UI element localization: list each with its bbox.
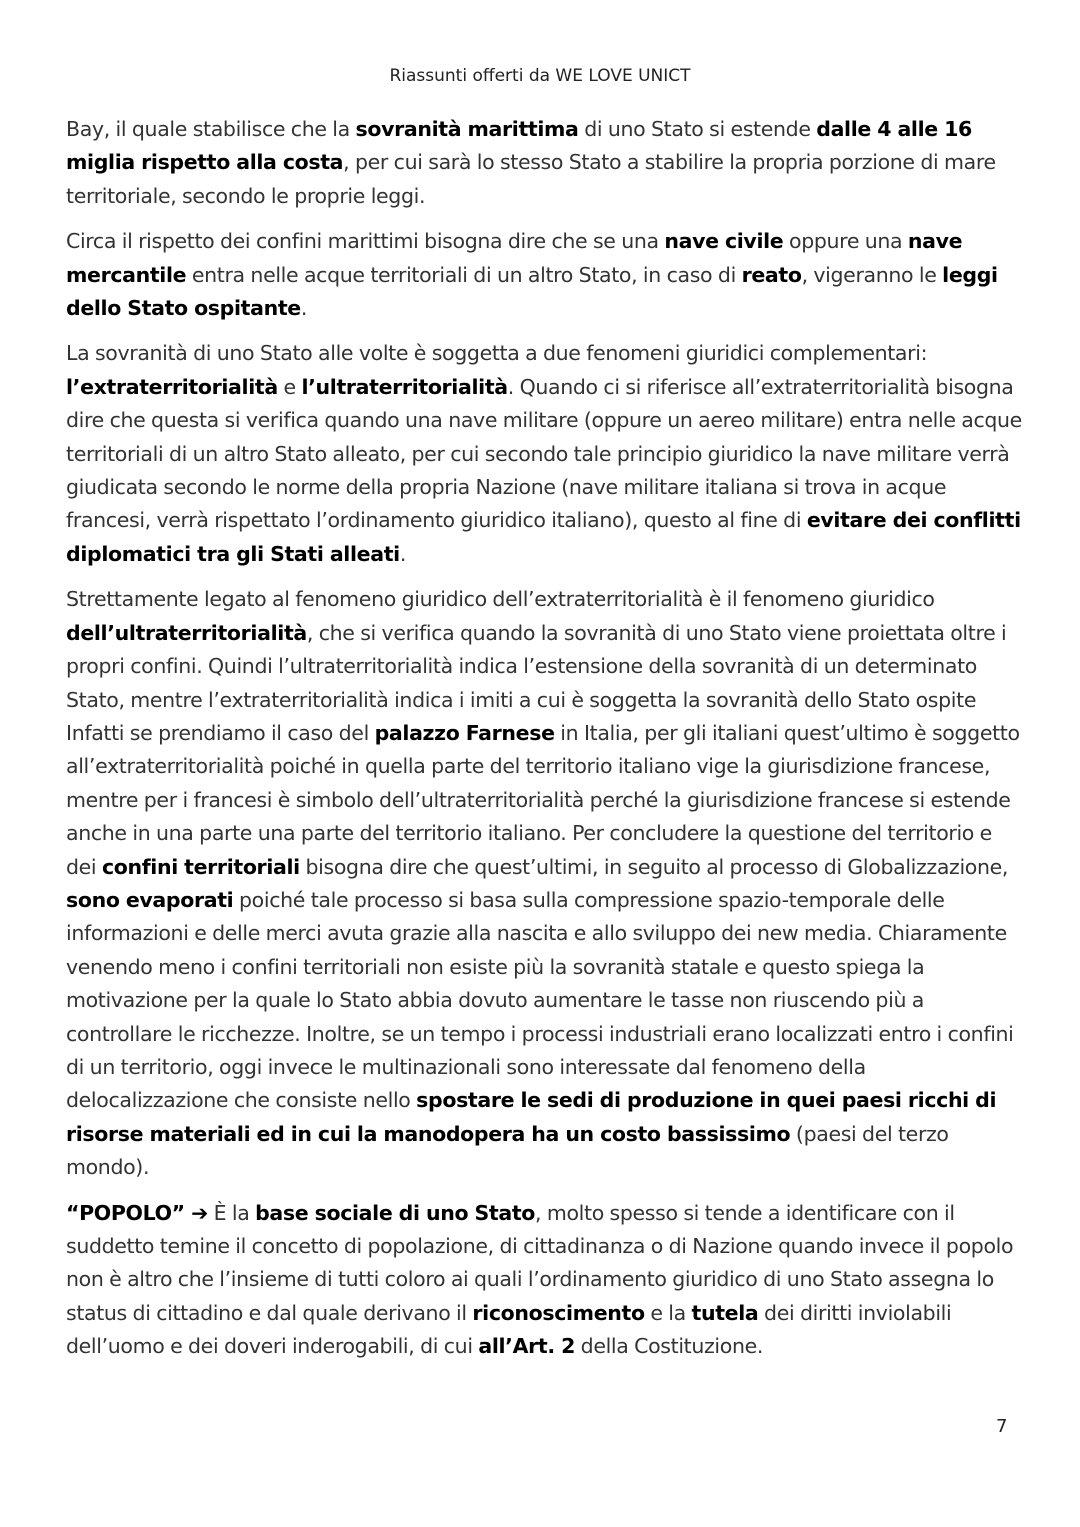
text-run: poiché tale processo si basa sulla compressione spazio-temporale delle informazioni e delle merci avuta grazie alla nascita e allo sviluppo dei new media. Chiaramente venendo meno i confini territoriali non esiste più la sovranità statale e questo spiega la motivazione per la quale lo Stato abbia dovuto aumentare le tasse non riuscendo più a controllare le ricchezze. Inoltre, se un tempo i processi industriali erano localizzati entro i confini di un territorio, oggi invece le multinazionali sono interessate dal fenomeno della delocalizzazione che consiste nello <box>66 887 1014 1113</box>
page-number: 7 <box>996 1416 1008 1437</box>
text-run: (paesi del terzo mondo). <box>66 1121 949 1180</box>
page-header: Riassunti offerti da WE LOVE UNICT <box>389 66 691 86</box>
bold-text-run: leggi dello Stato ospitante <box>66 262 998 321</box>
text-run: Strettamente legato al fenomeno giuridico dell’extraterritorialità è il fenomeno giuridico <box>66 587 935 612</box>
text-run: , molto spesso si tende a identificare con il suddetto temine il concetto di popolazione, di cittadinanza o di Nazione quando invece il popolo non è altro che l’insieme di tutti coloro ai quali l’ordinamento giuridico di uno Stato assegna lo status di cittadino e dal quale derivano il <box>66 1200 1014 1325</box>
bold-text-run: spostare le sedi di produzione in quei paesi ricchi di risorse materiali ed in cui la manodopera ha un costo bassissimo <box>66 1088 997 1146</box>
text-run: e <box>277 374 302 399</box>
text-run: dei diritti inviolabili dell’uomo e dei doveri inderogabili, di cui <box>66 1300 952 1359</box>
bold-text-run: “POPOLO” ➔ <box>66 1200 208 1225</box>
text-run: della Costituzione. <box>574 1334 764 1359</box>
paragraph-confini-marittimi <box>66 225 1026 325</box>
bold-text-run: l’ultraterritorialità <box>301 374 508 399</box>
bold-text-run: evitare dei conflitti diplomatici tra gli Stati alleati <box>66 508 1021 566</box>
text-run: . <box>300 296 308 321</box>
text-run: . Quando ci si riferisce all’extraterritorialità bisogna dire che questa si verifica quando una nave militare (oppure un aereo militare) entra nelle acque territoriali di un altro Stato alleato, per cui secondo tale principio giuridico la nave militare verrà giudicata secondo le norme della propria Nazione (nave militare italiana si trova in acque francesi, verrà rispettato l’ordinamento giuridico italiano), questo al fine di <box>66 374 1022 533</box>
text-run: , che si verifica quando la sovranità di uno Stato viene proiettata oltre i propri confini. Quindi l’ultraterritorialità indica l’estensione della sovranità di un determinato Stato, mentre l’extraterritorialità indica i imiti a cui è soggetta la sovranità dello Stato ospite Infatti se prendiamo il caso del <box>66 620 1007 745</box>
bold-text-run: sono evaporati <box>66 887 234 912</box>
bold-text-run: nave mercantile <box>66 229 963 287</box>
text-run: oppure una <box>783 229 908 254</box>
bold-text-run: tutela <box>691 1300 759 1325</box>
paragraph-extraterritorialita <box>66 337 1026 571</box>
text-run: , per cui sarà lo stesso Stato a stabilire la propria porzione di mare territoriale, secondo le proprie leggi. <box>66 150 996 208</box>
paragraph-popolo <box>66 1197 1026 1364</box>
bold-text-run: reato <box>741 262 802 287</box>
bold-text-run: all’Art. 2 <box>478 1334 575 1359</box>
text-run: bisogna dire che quest’ultimi, in seguito al processo di Globalizzazione, <box>299 854 1009 879</box>
bold-text-run: nave civile <box>664 229 784 254</box>
text-run: Circa il rispetto dei confini marittimi bisogna dire che se una <box>66 229 665 254</box>
bold-text-run: confini territoriali <box>101 854 300 879</box>
text-run: in Italia, per gli italiani quest’ultimo è soggetto all’extraterritorialità poiché in quella parte del territorio italiano vige la giurisdizione francese, mentre per i francesi è simbolo dell’ultraterritorialità perché la giurisdizione francese si estende anche in una parte una parte del territorio italiano. Per concludere la questione del territorio e dei <box>66 720 1020 879</box>
paragraph-sovranita-marittima <box>66 113 1026 213</box>
text-run: La sovranità di uno Stato alle volte è soggetta a due fenomeni giuridici complementari: <box>66 341 928 366</box>
document-body <box>66 113 1026 1364</box>
bold-text-run: palazzo Farnese <box>374 720 555 745</box>
text-run: di uno Stato si estende <box>578 117 817 141</box>
bold-text-run: dell’ultraterritorialità <box>66 620 307 645</box>
text-run: entra nelle acque territoriali di un altro Stato, in caso di <box>186 262 742 287</box>
bold-text-run: riconoscimento <box>472 1300 645 1325</box>
bold-text-run: sovranità marittima <box>355 117 579 141</box>
text-run: È la <box>207 1200 256 1225</box>
bold-text-run: base sociale di uno Stato <box>255 1200 536 1225</box>
text-run: . <box>399 541 407 566</box>
bold-text-run: dalle 4 alle 16 miglia rispetto alla costa <box>66 117 972 175</box>
text-run: Bay, il quale stabilisce che la <box>66 117 356 141</box>
text-run: e la <box>644 1300 692 1325</box>
bold-text-run: l’extraterritorialità <box>66 374 278 399</box>
text-run: , vigeranno le <box>801 262 943 287</box>
paragraph-ultraterritorialita <box>66 583 1026 1184</box>
